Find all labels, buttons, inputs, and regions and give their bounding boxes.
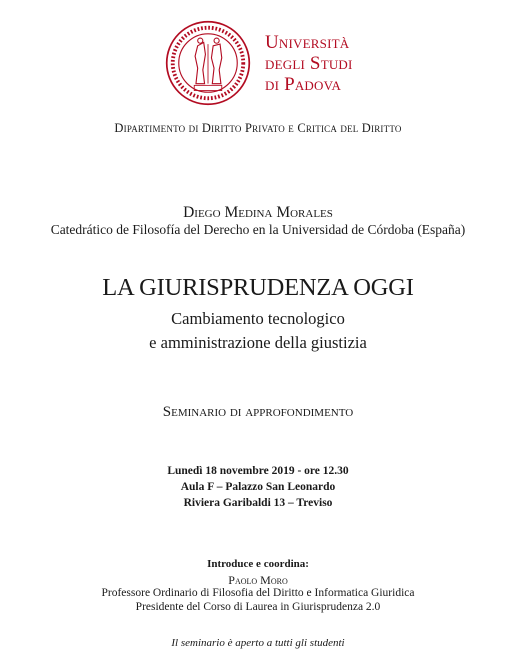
event-type: Seminario di approfondimento <box>162 404 354 420</box>
event-details <box>0 463 516 511</box>
event-address: Riviera Garibaldi 13 – Treviso <box>183 497 333 509</box>
introduction-label: Introduce e coordina: <box>207 558 309 570</box>
event-room: Aula F – Palazzo San Leonardo <box>180 481 336 493</box>
university-name <box>265 32 353 95</box>
moderator-role: Presidente del Corso di Laurea in Giurisprudenza 2.0 <box>135 601 381 613</box>
seminar-subtitle-line: Cambiamento tecnologico <box>171 309 345 328</box>
university-name-line: Università <box>265 31 350 53</box>
moderator-name: Paolo Moro <box>228 573 288 587</box>
university-name-line: di Padova <box>265 73 342 95</box>
footer-note: Il seminario è aperto a tutti gli studenti <box>171 637 345 649</box>
university-logo <box>165 20 353 106</box>
speaker-role: Catedrático de Filosofía del Derecho en la Universidad de Córdoba (España) <box>50 222 466 237</box>
department-name: Dipartimento di Diritto Privato e Critica del Diritto <box>114 121 402 135</box>
speaker-name: Diego Medina Morales <box>183 204 333 221</box>
seminar-title: LA GIURISPRUDENZA OGGI <box>102 274 414 301</box>
university-name-line: degli Studi <box>265 52 353 74</box>
event-date-time: Lunedì 18 novembre 2019 - ore 12.30 <box>167 465 349 477</box>
moderator-role: Professore Ordinario di Filosofia del Diritto e Informatica Giuridica <box>101 587 415 599</box>
university-seal-icon <box>165 20 251 106</box>
seminar-subtitle-line: e amministrazione della giustizia <box>149 333 367 352</box>
